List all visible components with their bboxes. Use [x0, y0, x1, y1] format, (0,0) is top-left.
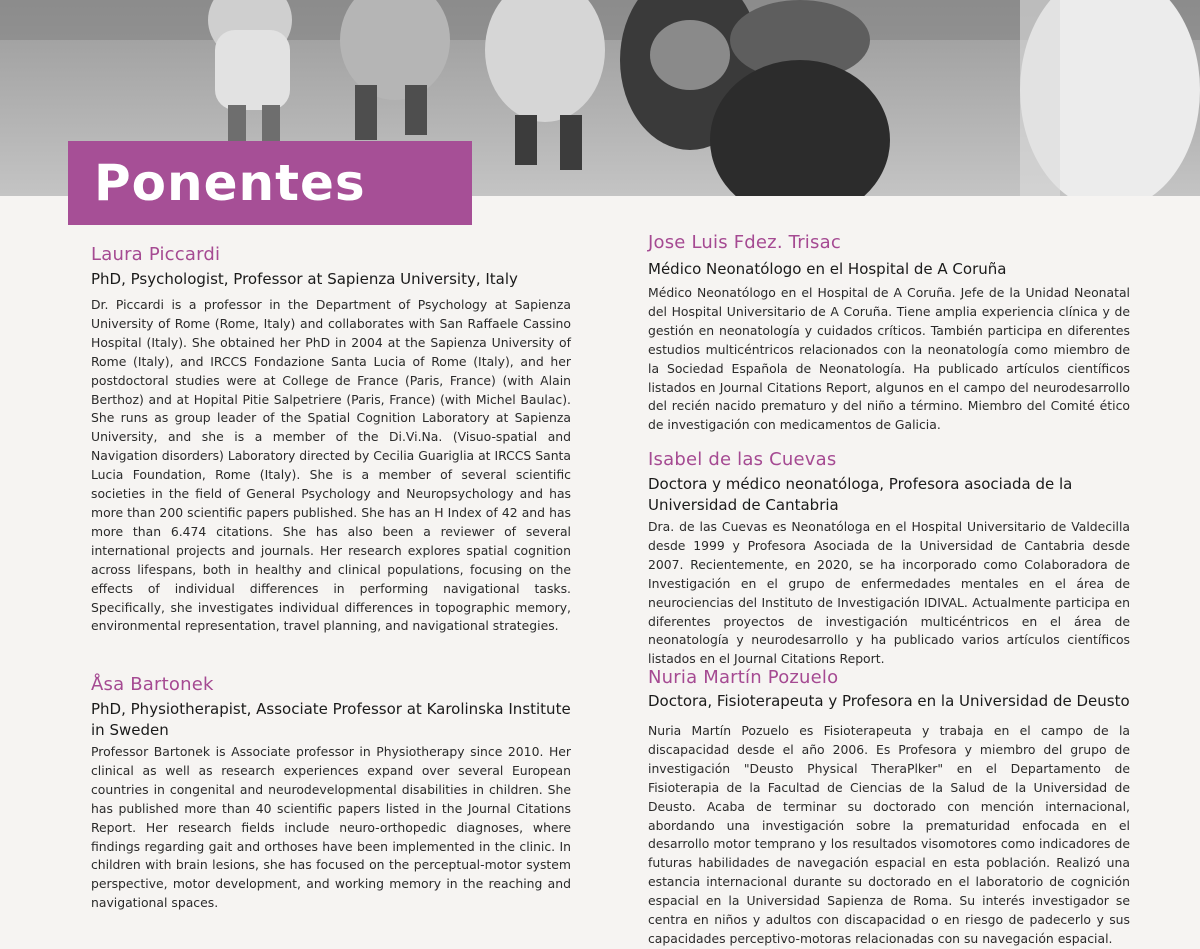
speaker-role: PhD, Physiotherapist, Associate Professor at Karolinska Institute in Sweden [91, 700, 571, 739]
speaker-name: Isabel de las Cuevas [648, 449, 837, 470]
speaker-role: Médico Neonatólogo en el Hospital de A Coruña [648, 260, 1007, 278]
speaker-bio: Nuria Martín Pozuelo es Fisioterapeuta y trabaja en el campo de la discapacidad desde el año 2006. Es Profesora y miembro del grupo de investigación "Deusto Physical TheraPlker" en el Departamento de Fisioterapia de la Facultad de Ciencias de la Salud de la Universidad de Deusto. Acaba de terminar su doctorado con mención internacional, abordando una investigación sobre la prematuridad enfocada en el desarrollo motor temprano y los resultados visomotores como indicadores de futuras habilidades de navegación espacial en esta población. Realizó una estancia internacional durante su doctorado en el laboratorio de cognición espacial en la Universidad Sapienza de Roma. Su interés investigador se centra en niños y adultos con discapacidad o en riesgo de padecerlo y sus capacidades perceptivo-motoras relacionadas con su navegación espacial. [648, 723, 1130, 946]
title-banner [68, 141, 472, 225]
speaker-bio: Professor Bartonek is Associate professor in Physiotherapy since 2010. Her clinical as well as research experiences expand over several European countries in congenital and neurodevelopmental disabilities in children. She has published more than 40 scientific papers listed in the Journal Citations Report. Her research fields include neuro-orthopedic diagnoses, where findings regarding gait and orthoses have been implemented in the clinic. In children with brain lesions, she has focused on the perceptual-motor system perspective, motor development, and working memory in the reaching and navigational spaces. [91, 744, 571, 911]
speaker-bio: Dra. de las Cuevas es Neonatóloga en el Hospital Universitario de Valdecilla desde 1999 y Profesora Asociada de la Universidad de Cantabria desde 2007. Recientemente, en 2020, se ha incorporado como Colaboradora de Investigación en el grupo de enfermedades mentales en el área de neurociencias del Instituto de Investigación IDIVAL. Actualmente participa en diferentes proyectos de investigación multicéntricos en el área de neonatología y neurodesarrollo y ha publicado varios artículos científicos listados en el Journal Citations Report. [648, 519, 1130, 667]
page-title: Ponentes [94, 154, 366, 212]
speaker-card [91, 244, 571, 636]
speaker-bio: Dr. Piccardi is a professor in the Department of Psychology at Sapienza University of Rome (Rome, Italy) and collaborates with San Raffaele Cassino Hospital (Italy). She obtained her PhD in 2004 at the Sapienza University of Rome (Italy), and IRCCS Fondazione Santa Lucia of Rome (Italy), and her postdoctoral studies were at College de France (Paris, France) (with Alain Berthoz) and at Hopital Pitie Salpetriere (Paris, France) (with Michel Baulac). She runs as group leader of the Spatial Cognition Laboratory at Sapienza University, and she is a member of the Di.Vi.Na. (Visuo-spatial and Navigation disorders) Laboratory directed by Cecilia Guariglia at IRCCS Santa Lucia Foundation, Rome (Italy). She is a member of several scientific societies in the field of General Psychology and Neuropsychology and has more than 200 scientific papers published. She has an H Index of 42 and has more than 6.474 citations. She has also been a reviewer of several international projects and journals. Her research explores spatial cognition across lifespans, both in healthy and clinical populations, focusing on the effects of individual differences in performing navigational tasks. Specifically, she investigates individual differences in topographic memory, environmental representation, travel planning, and navigational strategies. [91, 297, 571, 634]
speaker-bio: Médico Neonatólogo en el Hospital de A Coruña. Jefe de la Unidad Neonatal del Hospital Universitario de A Coruña. Tiene amplia experiencia clínica y de gestión en neonatología y cuidados críticos. También participa en diferentes estudios multicéntricos relacionados con la neonatología como miembro de la Sociedad Española de Neonatología. Ha publicado artículos científicos listados en Journal Citations Report, algunos en el campo del neurodesarrollo del recién nacido prematuro y del niño a término. Miembro del Comité ético de investigación con medicamentos de Galicia. [648, 285, 1130, 433]
speaker-name: Nuria Martín Pozuelo [648, 667, 839, 688]
speaker-card [91, 674, 571, 913]
speaker-card [648, 232, 1130, 435]
speaker-role: Doctora y médico neonatóloga, Profesora asociada de la Universidad de Cantabria [648, 475, 1073, 514]
speaker-name: Jose Luis Fdez. Trisac [648, 232, 841, 253]
speaker-role: PhD, Psychologist, Professor at Sapienza University, Italy [91, 270, 518, 288]
speaker-role: Doctora, Fisioterapeuta y Profesora en la Universidad de Deusto [648, 692, 1130, 710]
speaker-name: Åsa Bartonek [91, 674, 214, 695]
speaker-card [648, 449, 1130, 669]
speaker-name: Laura Piccardi [91, 244, 221, 265]
speaker-card [648, 667, 1130, 949]
